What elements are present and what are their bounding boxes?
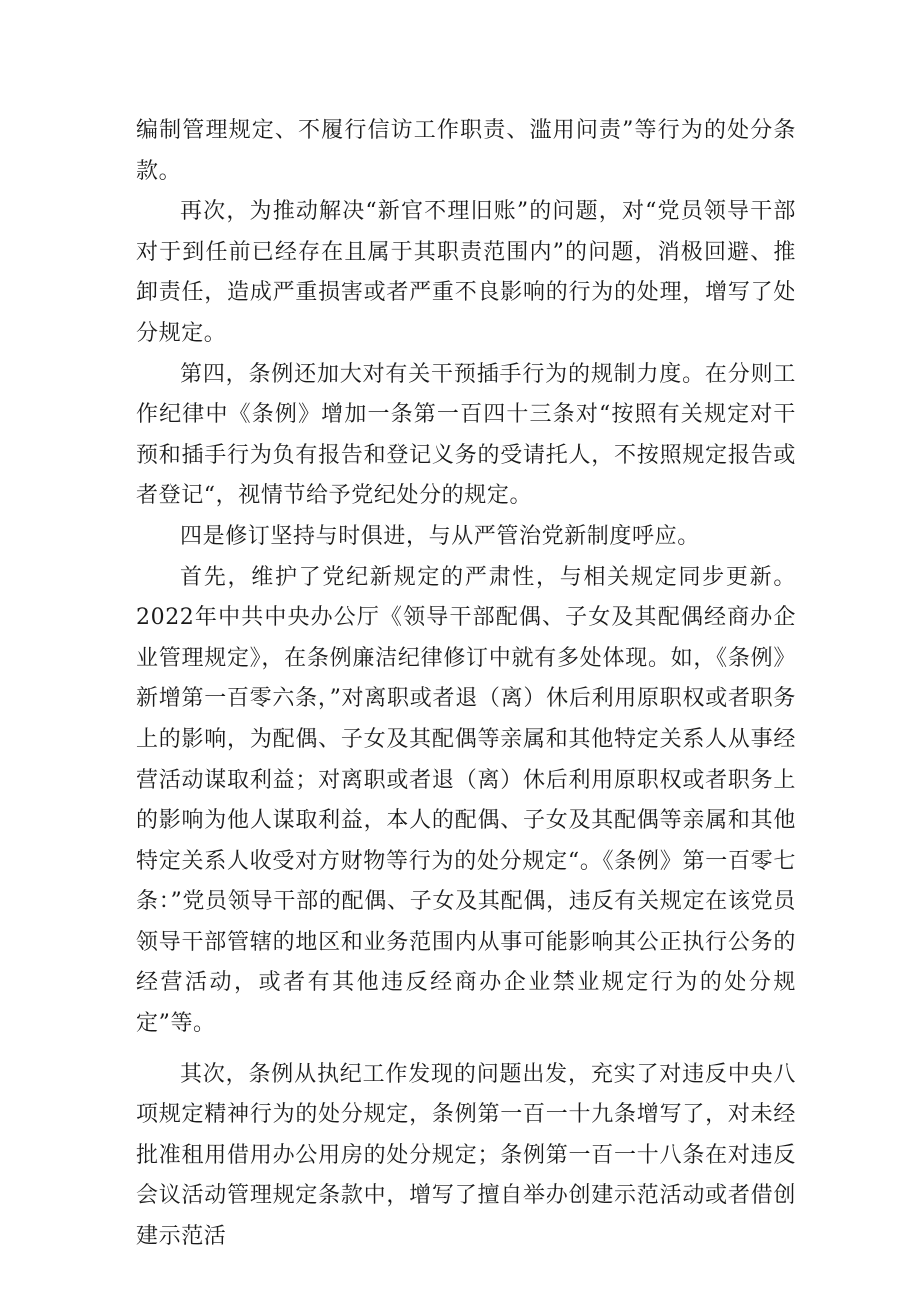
document-body [136,111,796,1258]
paragraph-first-rules-update: 首先，维护了党纪新规定的严肃性，与相关规定同步更新。2022年中共中央办公厅《领导干部配偶、子女及其配偶经商办企业管理规定》，在条例廉洁纪律修订中就有多处体现。如，《条例》新增第一百零六条，”对离职或者退（离）休后利用原职权或者职务上的影响，为配偶、子女及其配偶等亲属和其他特定关系人从事经营活动谋取利益；对离职或者退（离）休后利用原职权或者职务上的影响为他人谋取利益，本人的配偶、子女及其配偶等亲属和其他特定关系人收受对方财物等行为的处分规定“。《条例》第一百零七条：”党员领导干部的配偶、子女及其配偶，违反有关规定在该党员领导干部管辖的地区和业务范围内从事可能影响其公正执行公务的经营活动，或者有其他违反经商办企业禁业规定行为的处分规定”等。 [136,564,796,1037]
paragraph-second-eight-rules: 其次，条例从执纪工作发现的问题出发，充实了对违反中央八项规定精神行为的处分规定，条例第一百一十九条增写了，对未经批准租用借用办公用房的处分规定；条例第一百一十八条在对违反会议活动管理规定条款中，增写了擅自举办创建示范活动或者借创建示范活 [136,1061,796,1250]
paragraph-new-official-old-accounts: 再次，为推动解决“新官不理旧账”的问题，对“党员领导干部对于到任前已经存在且属于其职责范围内”的问题，消极回避、推卸责任，造成严重损害或者严重不良影响的行为的处理，增写了处分规定。 [136,199,796,346]
paragraph-continuation: 编制管理规定、不履行信访工作职责、滥用问责”等行为的处分条款。 [136,118,796,184]
paragraph-fourth-interference: 第四，条例还加大对有关干预插手行为的规制力度。在分则工作纪律中《条例》增加一条第一百四十三条对“按照有关规定对干预和插手行为负有报告和登记义务的受请托人，不按照规定报告或者登记“，视情节给予党纪处分的规定。 [136,361,796,509]
paragraph-section-four-heading: 四是修订坚持与时俱进，与从严管治党新制度呼应。 [180,523,700,549]
